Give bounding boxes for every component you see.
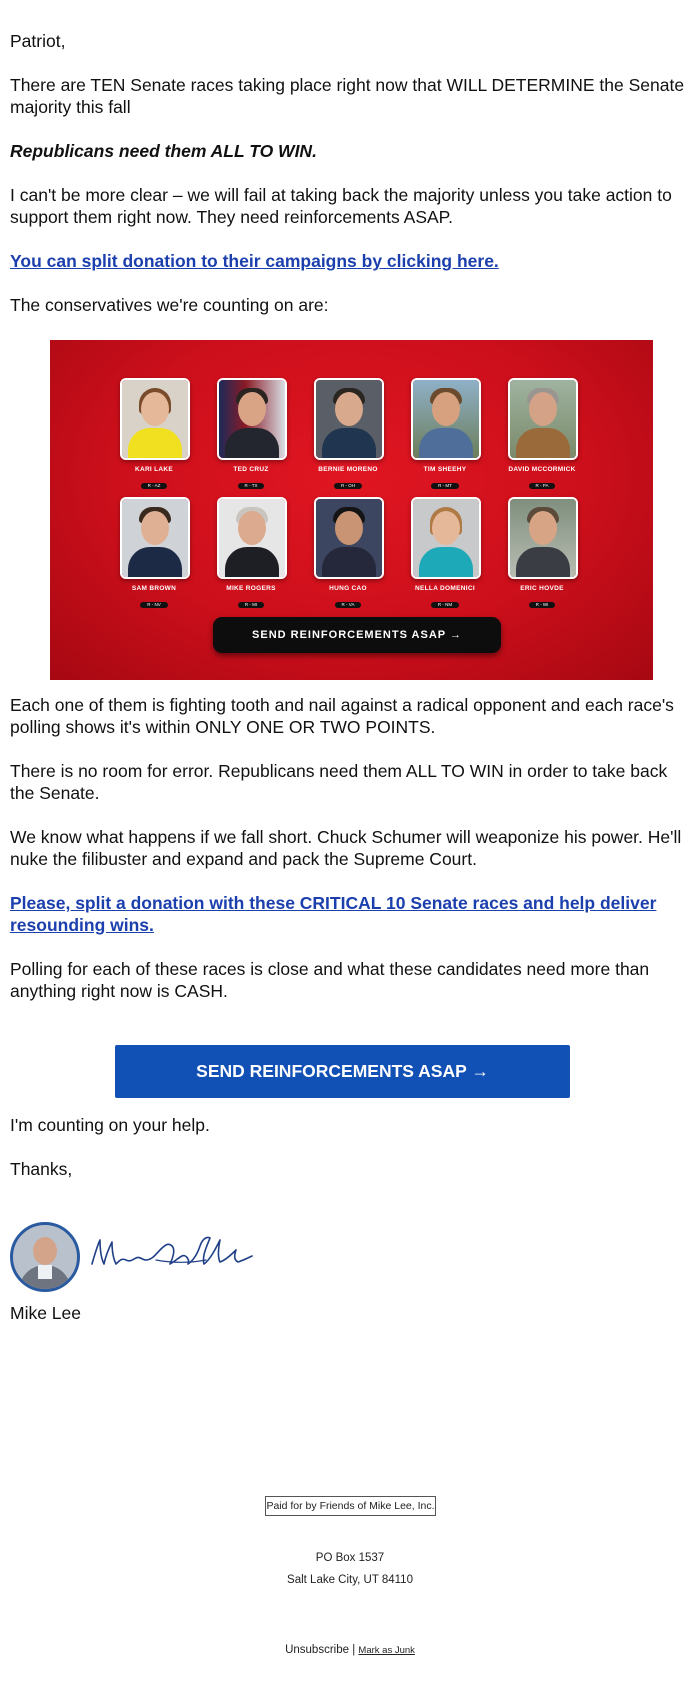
candidate-name: TED CRUZ [233, 466, 269, 473]
candidate-card [314, 497, 382, 611]
candidate-card [217, 497, 285, 611]
unsubscribe-link[interactable]: Unsubscribe [285, 1644, 349, 1656]
candidate-state: R - VA [335, 602, 362, 608]
candidates-banner[interactable] [50, 340, 653, 680]
address-line-2: Salt Lake City, UT 84110 [287, 1574, 413, 1586]
footer-separator: | [352, 1644, 356, 1656]
candidate-photo [217, 497, 287, 579]
candidate-card [508, 378, 576, 492]
handwritten-signature [86, 1220, 256, 1280]
candidate-card [411, 497, 479, 611]
candidate-name: MIKE ROGERS [226, 585, 276, 592]
closing-counting: I'm counting on your help. [10, 1115, 210, 1135]
signer-name: Mike Lee [10, 1303, 82, 1323]
candidate-name: KARI LAKE [134, 466, 174, 473]
candidate-photo [314, 497, 384, 579]
candidate-card [120, 378, 188, 492]
candidate-state: R - TX [238, 483, 265, 489]
candidate-state: R - MT [431, 483, 459, 489]
candidate-photo [217, 378, 287, 460]
candidate-photo [120, 378, 190, 460]
paragraph-be-clear: I can't be more clear – we will fail at taking back the majority unless you take action to support them right now. They need reinforcements ASAP. [10, 185, 672, 227]
candidate-name: TIM SHEEHY [423, 466, 467, 473]
candidate-name: ERIC HOVDE [520, 585, 564, 592]
paragraph-conservatives: The conservatives we're counting on are: [10, 295, 329, 315]
candidate-photo [411, 497, 481, 579]
candidate-state: R - PA [529, 483, 556, 489]
critical-races-link[interactable]: Please, split a donation with these CRITICAL 10 Senate races and help deliver resounding wins. [10, 893, 657, 935]
candidate-photo [314, 378, 384, 460]
candidate-name: SAM BROWN [131, 585, 177, 592]
candidate-card [217, 378, 285, 492]
candidate-card [508, 497, 576, 611]
candidate-name: HUNG CAO [329, 585, 367, 592]
footer-links [0, 1644, 700, 1656]
candidate-photo [508, 378, 578, 460]
paragraph-no-room: There is no room for error. Republicans need them ALL TO WIN in order to take back the Senate. [10, 761, 668, 803]
paid-for-disclaimer: Paid for by Friends of Mike Lee, Inc. [265, 1496, 436, 1516]
candidate-card [314, 378, 382, 492]
candidate-photo [508, 497, 578, 579]
paragraph-schumer: We know what happens if we fall short. Chuck Schumer will weaponize his power. He'll nuke the filibuster and expand and pack the Supreme Court. [10, 827, 682, 869]
candidate-state: R - AZ [141, 483, 168, 489]
candidate-photo [120, 497, 190, 579]
split-donation-link[interactable]: You can split donation to their campaigns by clicking here. [10, 251, 499, 271]
closing-thanks: Thanks, [10, 1159, 73, 1179]
candidate-card [120, 497, 188, 611]
candidate-state: R - NM [431, 602, 459, 608]
candidate-name: NELLA DOMENICI [415, 585, 475, 592]
banner-reinforcements-button[interactable]: SEND REINFORCEMENTS ASAP → [213, 617, 501, 653]
candidate-photo [411, 378, 481, 460]
candidate-name: DAVID MCCORMICK [508, 466, 576, 473]
candidate-state: R - MI [238, 602, 264, 608]
send-reinforcements-button[interactable]: SEND REINFORCEMENTS ASAP → [115, 1045, 570, 1098]
greeting: Patriot, [10, 31, 66, 51]
candidate-state: R - WI [529, 602, 556, 608]
address-line-1: PO Box 1537 [315, 1552, 385, 1564]
candidate-card [411, 378, 479, 492]
candidate-state: R - NV [140, 602, 168, 608]
paragraph-ten-races: There are TEN Senate races taking place right now that WILL DETERMINE the Senate majority this fall [10, 75, 685, 117]
signer-avatar [10, 1222, 80, 1292]
paragraph-fighting: Each one of them is fighting tooth and nail against a radical opponent and each race's polling shows it's within ONLY ONE OR TWO POINTS. [10, 695, 674, 737]
candidate-state: R - OH [334, 483, 362, 489]
paragraph-emphasis: Republicans need them ALL TO WIN. [10, 141, 317, 161]
candidate-name: BERNIE MORENO [318, 466, 378, 473]
paragraph-cash: Polling for each of these races is close and what these candidates need more than anything right now is CASH. [10, 959, 650, 1001]
mark-as-junk-link[interactable]: Mark as Junk [358, 1645, 415, 1656]
